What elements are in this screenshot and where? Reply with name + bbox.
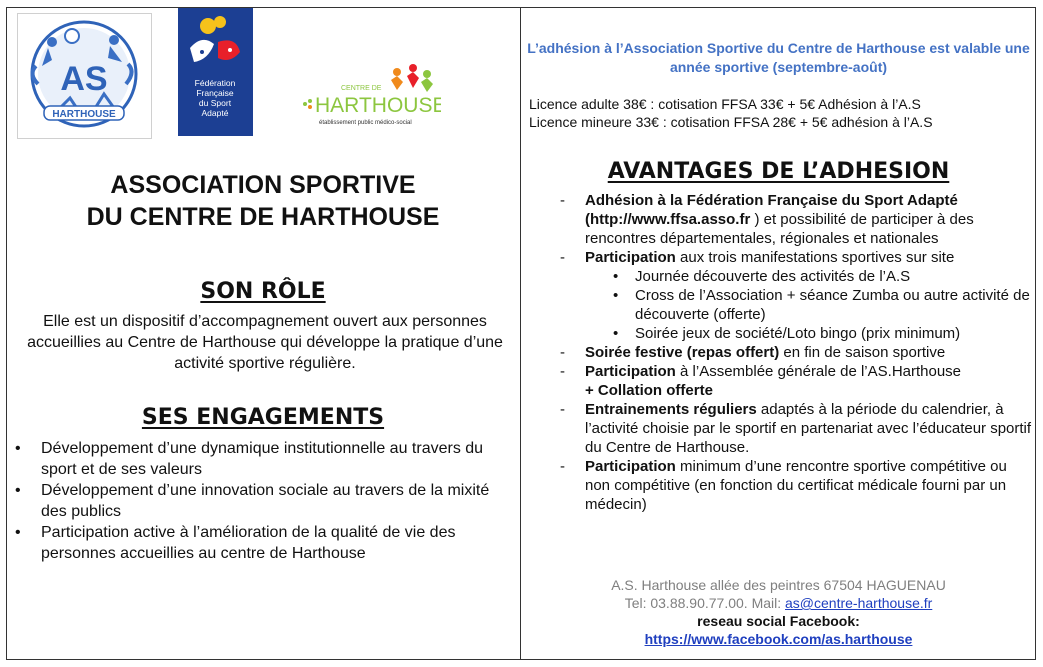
avantage-rencontre-bold: Participation [585,458,676,475]
manifestation-item: • Journée découverte des activités de l’A.S [585,267,1032,286]
avantage-item-entrainements [522,400,1032,457]
ffsa-text-4: Adapté [201,108,229,118]
footer-facebook-link[interactable]: https://www.facebook.com/as.harthouse [644,631,913,647]
licence-adulte: Licence adulte 38€ : cotisation FFSA 33€ + 5€ Adhésion à l’A.S [529,96,921,112]
avantage-ffsa-bold: Adhésion à la Fédération Française du Sport Adapté (http://www.ffsa.asso.fr [585,192,958,228]
avantage-rencontre-text: minimum d’une rencontre sportive compétitive ou non compétitive (en fonction du certificat médicale fourni par un médecin) [585,458,1007,513]
engagements-heading [7,405,519,430]
avantage-entrainements-text: adaptés à la période du calendrier, à l’activité choisie par le sportif en partenariat avec l’éducateur sportif du Centre de Harthouse. [585,401,1032,456]
avantage-assemblee-bold: Participation [585,363,676,380]
column-divider [520,7,521,660]
main-title-line-2: DU CENTRE DE HARTHOUSE [86,203,440,231]
avantage-manif-text: aux trois manifestations sportives sur site [675,249,955,266]
as-logo-graphic [18,14,151,138]
ffsa-logo-graphic [178,8,253,136]
avantage-item-ffsa [522,191,1032,248]
avantage-ffsa-text: ) et possibilité de participer à des rencontres départementales, régionales et nationales [585,211,974,247]
contact-footer [522,576,1035,648]
right-column [522,8,1035,658]
main-title-line-1: ASSOCIATION SPORTIVE [110,171,416,199]
engagements-list [7,438,512,564]
engagement-item: • Participation active à l’amélioration de la qualité de vie des personnes accueillies au centre de Harthouse [7,522,512,564]
centre-logo-graphic [301,60,441,132]
ffsa-text-3: du Sport [198,98,232,108]
avantages-list [522,191,1032,514]
centre-logo-small: CENTRE DE [341,85,382,92]
footer-tel: Tel: 03.88.90.77.00. Mail: [624,595,786,611]
engagement-item: • Développement d’une dynamique institutionnelle au travers du sport et de ses valeurs [7,438,512,480]
centre-harthouse-logo [301,60,441,132]
footer-contact-line [522,594,1035,612]
manifestation-item: • Cross de l’Association + séance Zumba ou autre activité de découverte (offerte) [585,286,1032,324]
role-heading-text: SON RÔLE [200,279,326,304]
licence-mineure: Licence mineure 33€ : cotisation FFSA 28€ + 5€ adhésion à l’A.S [529,114,933,130]
engagements-heading-text: SES ENGAGEMENTS [141,405,385,430]
avantage-item-assemblee [522,362,1032,400]
as-harthouse-logo [17,13,152,139]
engagement-item: • Développement d’une innovation sociale au travers de la mixité des publics [7,480,512,522]
main-title [7,169,519,233]
role-heading [7,279,519,304]
centre-logo-sub: établissement public médico-social [319,120,412,126]
avantage-soiree-text: en fin de saison sportive [779,344,946,361]
avantage-item-manifestations [522,248,1032,343]
as-logo-text: AS [60,60,108,98]
avantage-soiree-bold: Soirée festive (repas offert) [585,344,780,361]
avantages-heading-text: AVANTAGES DE L’ADHESION [607,159,950,184]
avantage-item-rencontre [522,457,1032,514]
centre-logo-name: HARTHOUSE [315,94,441,117]
footer-address: A.S. Harthouse allée des peintres 67504 HAGUENAU [611,577,946,593]
ffsa-text-2: Française [196,88,234,98]
ffsa-logo [178,8,253,136]
footer-mail-link[interactable]: as@centre-harthouse.fr [785,595,933,611]
footer-social-label: reseau social Facebook: [697,613,860,629]
manifestation-item: • Soirée jeux de société/Loto bingo (prix minimum) [585,324,1032,343]
avantage-assemblee-text: à l’Assemblée générale de l’AS.Harthouse [675,363,962,380]
avantages-heading [522,159,1035,184]
avantage-item-soiree [522,343,1032,362]
left-column [7,8,519,658]
avantage-manif-bold: Participation [585,249,676,266]
as-logo-subtext: HARTHOUSE [52,109,116,120]
ffsa-text-1: Fédération [194,78,236,88]
adhesion-title: L’adhésion à l’Association Sportive du Centre de Harthouse est valable une année sportive (septembre-août) [527,40,1030,75]
manifestations-sublist [585,267,1032,343]
avantage-entrainements-bold: Entrainements réguliers [585,401,757,418]
role-paragraph: Elle est un dispositif d’accompagnement ouvert aux personnes accueillies au Centre de Harthouse qui développe la pratique d’une activité sportive régulière. [27,313,503,372]
avantage-collation-bold: + Collation offerte [585,382,713,399]
